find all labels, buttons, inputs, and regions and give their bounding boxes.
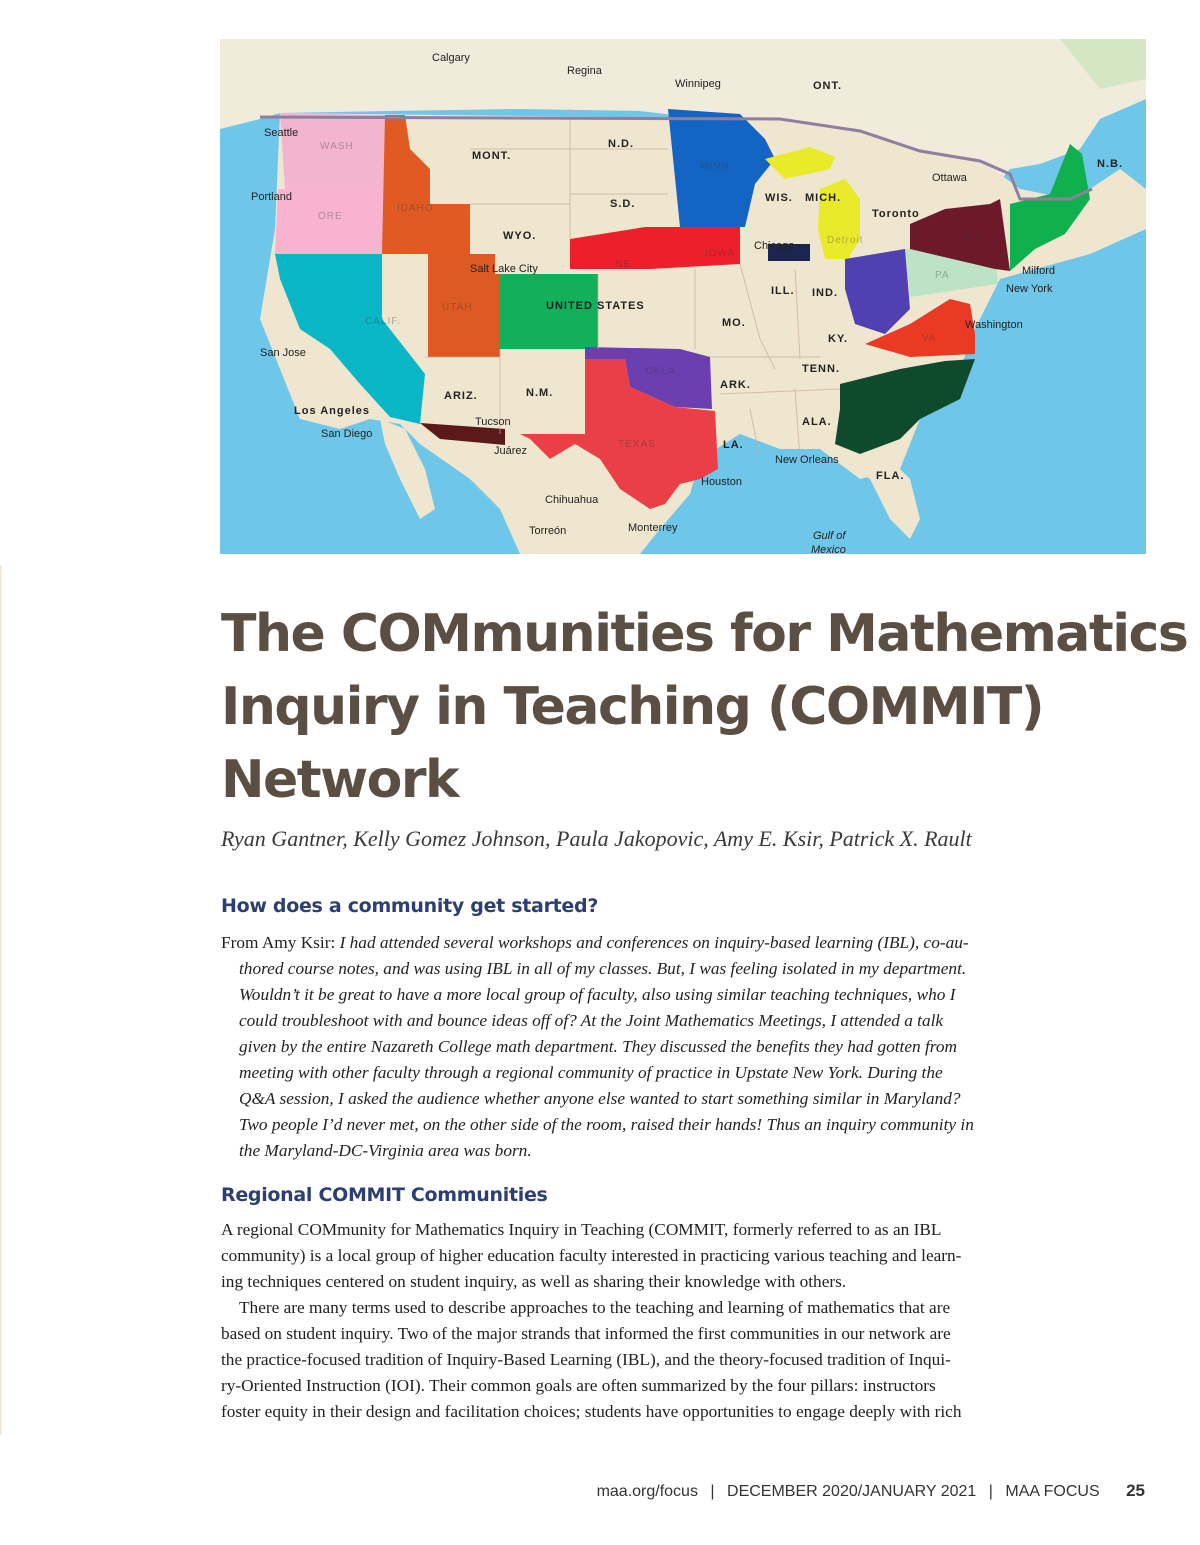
svg-text:S.D.: S.D. bbox=[610, 198, 636, 210]
svg-text:N.B.: N.B. bbox=[1097, 158, 1123, 170]
paragraph-line: based on student inquiry. Two of the major strands that informed the first communities in our network are bbox=[221, 1324, 951, 1343]
svg-text:MINN: MINN bbox=[700, 161, 730, 172]
svg-text:WIS.: WIS. bbox=[765, 192, 793, 204]
svg-text:ARIZ.: ARIZ. bbox=[444, 390, 478, 402]
svg-text:UNITED STATES: UNITED STATES bbox=[546, 300, 645, 312]
svg-text:UTAH: UTAH bbox=[442, 302, 473, 313]
amy-ksir-quote bbox=[221, 930, 1091, 1164]
svg-text:MONT.: MONT. bbox=[472, 150, 512, 162]
svg-text:Salt Lake City: Salt Lake City bbox=[470, 263, 538, 275]
page-footer bbox=[597, 1481, 1145, 1501]
paragraph-line: the practice-focused tradition of Inquiry-Based Learning (IBL), and the theory-focused tradition of Inqui- bbox=[221, 1350, 951, 1369]
svg-text:KY.: KY. bbox=[828, 333, 849, 345]
svg-text:OKLA.: OKLA. bbox=[645, 366, 680, 377]
footer-site-link[interactable]: maa.org/focus bbox=[596, 1483, 698, 1500]
section-heading-regional-communities: Regional COMMIT Communities bbox=[221, 1184, 548, 1206]
svg-text:WYO.: WYO. bbox=[503, 230, 537, 242]
svg-text:Monterrey: Monterrey bbox=[628, 522, 678, 534]
footer-issue: DECEMBER 2020/JANUARY 2021 bbox=[727, 1483, 977, 1500]
title-line-2: Inquiry in Teaching (COMMIT) bbox=[221, 677, 1044, 737]
svg-text:San Diego: San Diego bbox=[321, 428, 373, 440]
left-margin-rule bbox=[0, 565, 2, 1435]
paragraph-line: community) is a local group of higher education faculty interested in practicing various teaching and learn- bbox=[221, 1246, 962, 1265]
svg-text:Regina: Regina bbox=[567, 65, 602, 77]
svg-text:Winnipeg: Winnipeg bbox=[675, 78, 721, 90]
svg-text:MICH.: MICH. bbox=[805, 192, 842, 204]
svg-text:ILL.: ILL. bbox=[771, 285, 795, 297]
svg-text:CALIF.: CALIF. bbox=[365, 316, 402, 327]
svg-text:Los Angeles: Los Angeles bbox=[294, 405, 370, 417]
svg-text:ONT.: ONT. bbox=[813, 80, 843, 92]
footer-separator: | bbox=[988, 1483, 993, 1500]
svg-text:PA: PA bbox=[935, 270, 950, 281]
body-paragraphs bbox=[221, 1217, 1091, 1425]
svg-text:N.Y.: N.Y. bbox=[965, 231, 988, 242]
quote-line: could troubleshoot with and bounce ideas off of? At the Joint Mathematics Meetings, I attended a talk bbox=[239, 1011, 944, 1030]
svg-text:Chicago: Chicago bbox=[754, 240, 795, 252]
svg-text:Washington: Washington bbox=[965, 319, 1023, 331]
svg-text:IDAHO: IDAHO bbox=[397, 203, 434, 214]
svg-text:VA: VA bbox=[922, 333, 937, 344]
state-mich bbox=[818, 179, 860, 259]
svg-text:Toronto: Toronto bbox=[872, 208, 920, 220]
quote-line: From Amy Ksir: I had attended several workshops and conferences on inquiry-based learning (IBL), co-au- bbox=[221, 933, 969, 952]
svg-text:N.D.: N.D. bbox=[608, 138, 634, 150]
svg-text:Detroit: Detroit bbox=[827, 235, 864, 246]
paragraph-line: ry-Oriented Instruction (IOI). Their common goals are often summarized by the four pillars: instructors bbox=[221, 1376, 936, 1395]
svg-text:Ottawa: Ottawa bbox=[932, 172, 967, 184]
quote-line: Two people I’d never met, on the other side of the room, raised their hands! Thus an inquiry community in bbox=[239, 1115, 974, 1134]
paragraph-line: foster equity in their design and facilitation choices; students have opportunities to engage deeply with rich bbox=[221, 1402, 962, 1421]
svg-text:IOWA: IOWA bbox=[705, 248, 736, 259]
svg-text:TENN.: TENN. bbox=[802, 363, 840, 375]
svg-text:NE: NE bbox=[615, 259, 631, 270]
svg-text:Seattle: Seattle bbox=[264, 127, 299, 139]
svg-text:Gulf of: Gulf of bbox=[813, 530, 846, 542]
page-number: 25 bbox=[1126, 1481, 1145, 1500]
svg-text:WASH: WASH bbox=[320, 141, 354, 152]
svg-text:Calgary: Calgary bbox=[432, 52, 470, 64]
svg-text:FLA.: FLA. bbox=[876, 470, 905, 482]
svg-text:Houston: Houston bbox=[701, 476, 742, 488]
svg-text:Milford: Milford bbox=[1022, 265, 1056, 277]
title-line-1: The COMmunities for Mathematics bbox=[221, 604, 1188, 664]
svg-text:ARK.: ARK. bbox=[720, 379, 751, 391]
footer-magazine: MAA FOCUS bbox=[1005, 1483, 1100, 1500]
svg-text:N.M.: N.M. bbox=[526, 387, 554, 399]
svg-text:LA.: LA. bbox=[723, 439, 744, 451]
quote-line: given by the entire Nazareth College math department. They discussed the benefits they had gotten from bbox=[239, 1037, 957, 1056]
quote-lead: From Amy Ksir: bbox=[221, 933, 340, 952]
svg-text:San Jose: San Jose bbox=[260, 347, 306, 359]
quote-line: Q&A session, I asked the audience whether anyone else wanted to start something similar in Maryland? bbox=[239, 1089, 961, 1108]
paragraph-line: A regional COMmunity for Mathematics Inquiry in Teaching (COMMIT, formerly referred to as an IBL bbox=[221, 1220, 942, 1239]
svg-text:TEXAS: TEXAS bbox=[618, 439, 656, 450]
svg-text:ALA.: ALA. bbox=[802, 416, 832, 428]
quote-line: the Maryland-DC-Virginia area was born. bbox=[239, 1141, 532, 1160]
svg-text:ORE: ORE bbox=[318, 211, 343, 222]
svg-text:Tucson: Tucson bbox=[475, 416, 511, 428]
svg-text:Torreón: Torreón bbox=[529, 525, 567, 537]
title-line-3: Network bbox=[221, 750, 459, 810]
svg-text:Juárez: Juárez bbox=[494, 445, 528, 457]
paragraph-line: ing techniques centered on student inquiry, as well as sharing their knowledge with others. bbox=[221, 1272, 847, 1291]
us-map-figure bbox=[220, 39, 1146, 554]
article-title bbox=[221, 598, 1188, 817]
svg-text:New York: New York bbox=[1006, 283, 1053, 295]
svg-text:New Orleans: New Orleans bbox=[775, 454, 839, 466]
svg-text:Mexico: Mexico bbox=[811, 544, 846, 554]
quote-line: meeting with other faculty through a regional community of practice in Upstate New York. During the bbox=[239, 1063, 943, 1082]
svg-text:Chihuahua: Chihuahua bbox=[545, 494, 599, 506]
quote-line: Wouldn’t it be great to have a more local group of faculty, also using similar teaching techniques, who I bbox=[239, 985, 956, 1004]
section-heading-getting-started: How does a community get started? bbox=[221, 895, 599, 917]
footer-separator: | bbox=[710, 1483, 715, 1500]
paragraph-line: There are many terms used to describe approaches to the teaching and learning of mathematics that are bbox=[239, 1298, 951, 1317]
quote-line: thored course notes, and was using IBL in all of my classes. But, I was feeling isolated in my department. bbox=[239, 959, 967, 978]
svg-text:MO.: MO. bbox=[722, 317, 746, 329]
svg-text:Portland: Portland bbox=[251, 191, 292, 203]
author-byline: Ryan Gantner, Kelly Gomez Johnson, Paula Jakopovic, Amy E. Ksir, Patrick X. Rault bbox=[221, 826, 972, 851]
svg-text:IND.: IND. bbox=[812, 287, 838, 299]
